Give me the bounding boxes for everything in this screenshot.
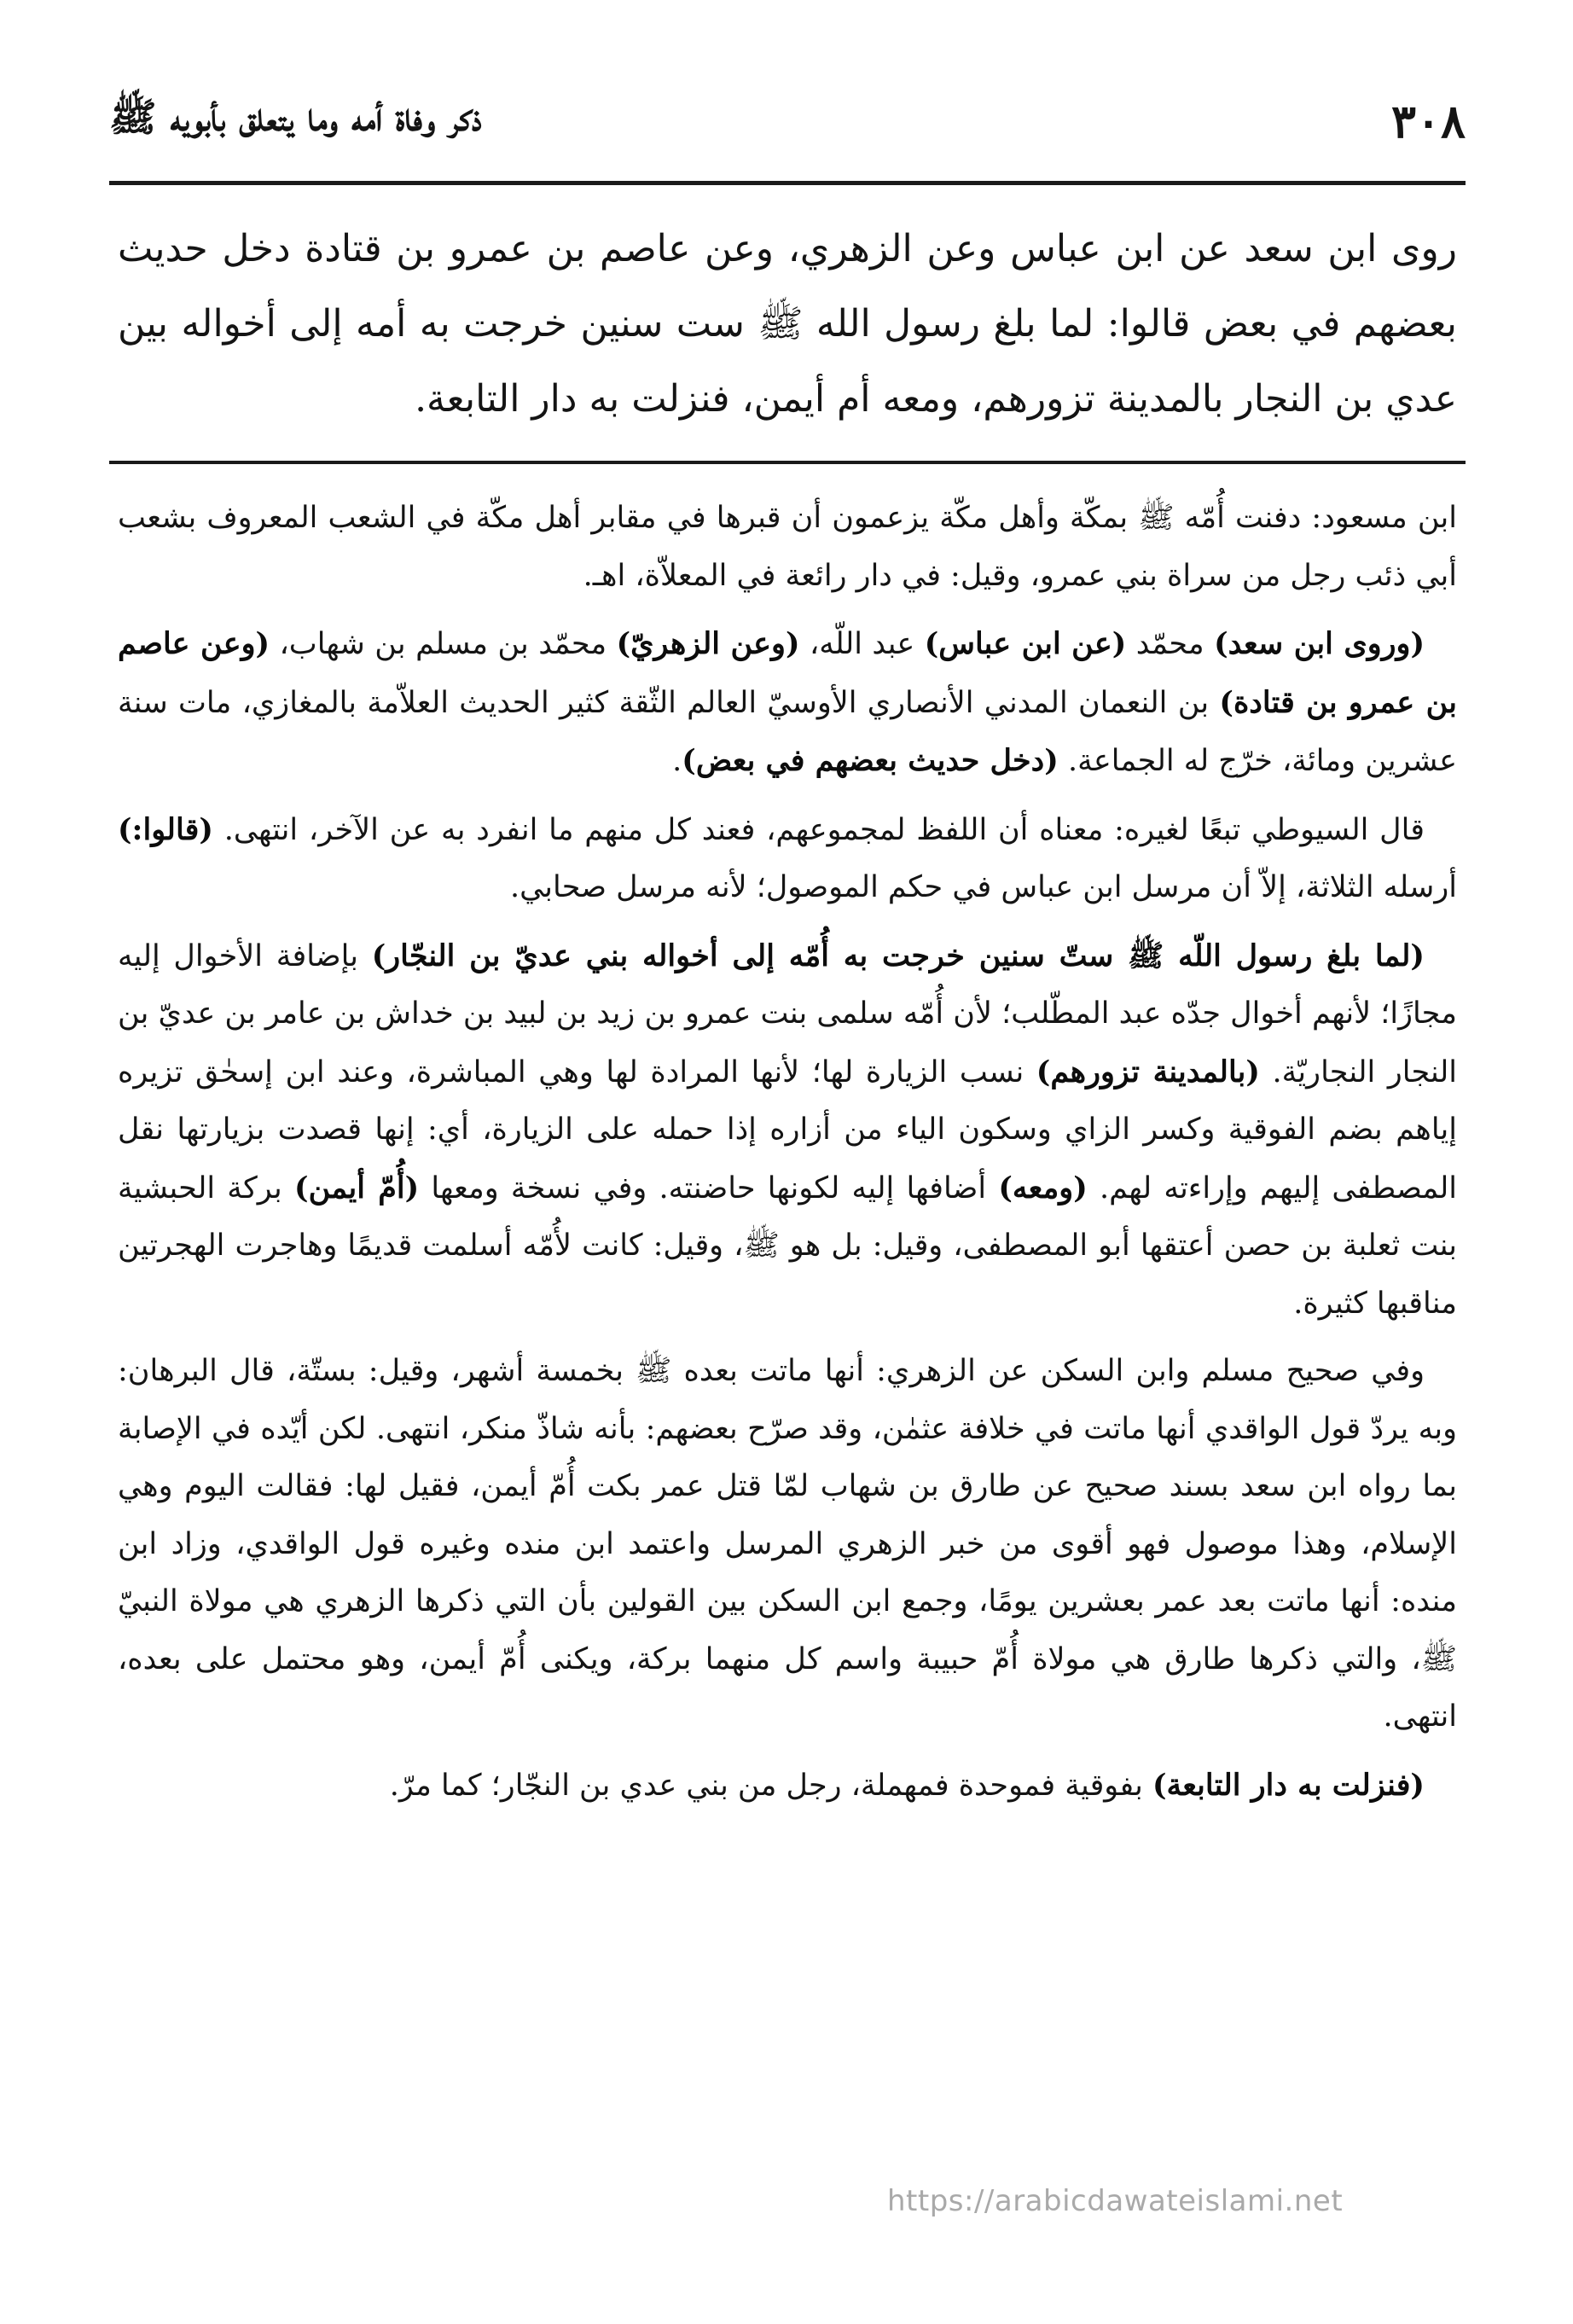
quoted-matn: (ومعه) — [998, 1170, 1088, 1206]
page-number: ٣٠٨ — [1390, 94, 1466, 148]
quoted-matn: (عن ابن عباس) — [924, 626, 1127, 661]
page-header — [109, 82, 1466, 160]
quoted-matn: (دخل حديث بعضهم في بعض) — [682, 743, 1059, 778]
header-rule — [109, 181, 1466, 185]
quoted-matn: (وعن الزهريّ) — [616, 626, 800, 661]
commentary-paragraph: قال السيوطي تبعًا لغيره: معناه أن اللفظ لمجموعهم، فعند كل منهم ما انفرد به عن الآخر، انتهى. (قالوا:) أرسله الثلاثة، إلاّ أن مرسل ابن عباس في حكم الموصول؛ لأنه مرسل صحابي. — [118, 811, 1457, 904]
commentary-paragraph: ابن مسعود: دفنت أُمّه ﷺ بمكّة وأهل مكّة يزعمون أن قبرها في مقابر أهل مكّة في الشعب المعروف بشعب أبي ذئب رجل من سراة بني عمرو، وقيل: في دار رائعة في المعلاّة، اهـ. — [118, 501, 1457, 593]
commentary-paragraph: (وروى ابن سعد) محمّد (عن ابن عباس) عبد اللّه، (وعن الزهريّ) محمّد بن مسلم بن شهاب، (وعن عاصم بن عمرو بن قتادة) بن النعمان المدني الأنصاري الأوسيّ العالم الثّقة كثير الحديث العلاّمة بالمغازي، مات سنة عشرين ومائة، خرّج له الجماعة. (دخل حديث بعضهم في بعض). — [118, 626, 1457, 778]
commentary-paragraph: وفي صحيح مسلم وابن السكن عن الزهري: أنها ماتت بعده ﷺ بخمسة أشهر، وقيل: بستّة، قال البرهان: وبه يردّ قول الواقدي أنها ماتت في خلافة عثمٰن، وقد صرّح بعضهم: بأنه شاذّ منكر، انتهى. لكن أيّده في الإصابة بما رواه ابن سعد بسند صحيح عن طارق بن شهاب لمّا قتل عمر بكت أُمّ أيمن، فقيل لها: فقالت اليوم وهي الإسلام، وهذا موصول فهو أقوى من خبر الزهري المرسل واعتمد ابن منده وغيره قول الواقدي، وزاد ابن منده: أنها ماتت بعد عمر بعشرين يومًا، وجمع ابن السكن بين القولين بأن التي ذكرها الزهري هي مولاة النبيّ ﷺ، والتي ذكرها طارق هي مولاة أُمّ حبيبة واسم كل منهما بركة، ويكنى أُمّ أيمن، وهو محتمل على بعده، انتهى. — [118, 1354, 1457, 1734]
quoted-matn: (وعن عاصم بن عمرو بن قتادة) — [118, 626, 1457, 720]
commentary — [118, 490, 1457, 1825]
commentary-paragraph: (فنزلت به دار التابعة) بفوقية فموحدة فمهملة، رجل من بني عدي بن النجّار؛ كما مرّ. — [389, 1767, 1425, 1803]
commentary-paragraph: (لما بلغ رسول اللّه ﷺ ستّ سنين خرجت به أُمّه إلى أخواله بني عديّ بن النجّار) بإضافة الأخوال إليه مجازًا؛ لأنهم أخوال جدّه عبد المطّلب؛ لأن أُمّه سلمى بنت عمرو بن زيد بن لبيد بن خداش بن عامر بن عديّ بن النجار النجاريّة. (بالمدينة تزورهم) نسب الزيارة لها؛ لأنها المرادة لها وهي المباشرة، وعند ابن إسحٰق تزيره إياهم بضم الفوقية وكسر الزاي وسكون الياء من أزاره إذا حمله على الزيارة، أي: إنها قصدت بزيارتها نقل المصطفى إليهم وإراءته لهم. (ومعه) أضافها إليه لكونها حاضنته. وفي نسخة ومعها (أُمّ أيمن) بركة الحبشية بنت ثعلبة بن حصن أعتقها أبو المصطفى، وقيل: بل هو ﷺ، وقيل: كانت لأُمّه أسلمت قديمًا وهاجرت الهجرتين مناقبها كثيرة. — [118, 938, 1457, 1321]
quoted-matn: (بالمدينة تزورهم) — [1036, 1054, 1260, 1089]
watermark-url: https://arabicdawateislami.net — [887, 2184, 1344, 2218]
quoted-matn: (قالوا:) — [118, 811, 213, 847]
main-text — [118, 212, 1457, 437]
quoted-matn: (فنزلت به دار التابعة) — [1152, 1767, 1425, 1803]
running-title: ذكر وفاة أمه وما يتعلق بأبويه ﷺ — [109, 93, 482, 140]
main-text-paragraph: روى ابن سعد عن ابن عباس وعن الزهري، وعن عاصم بن عمرو بن قتادة دخل حديث بعضهم في بعض قالوا: لما بلغ رسول الله ﷺ ست سنين خرجت به أمه إلى أخواله بين عدي بن النجار بالمدينة تزورهم، ومعه أم أيمن، فنزلت به دار التابعة. — [118, 227, 1457, 421]
quoted-matn: (لما بلغ رسول اللّه ﷺ ستّ سنين خرجت به أُمّه إلى أخواله بني عديّ بن النجّار) — [371, 938, 1425, 973]
commentary-separator — [109, 461, 1466, 464]
quoted-matn: (أُمّ أيمن) — [294, 1170, 420, 1206]
quoted-matn: (وروى ابن سعد) — [1214, 626, 1425, 661]
